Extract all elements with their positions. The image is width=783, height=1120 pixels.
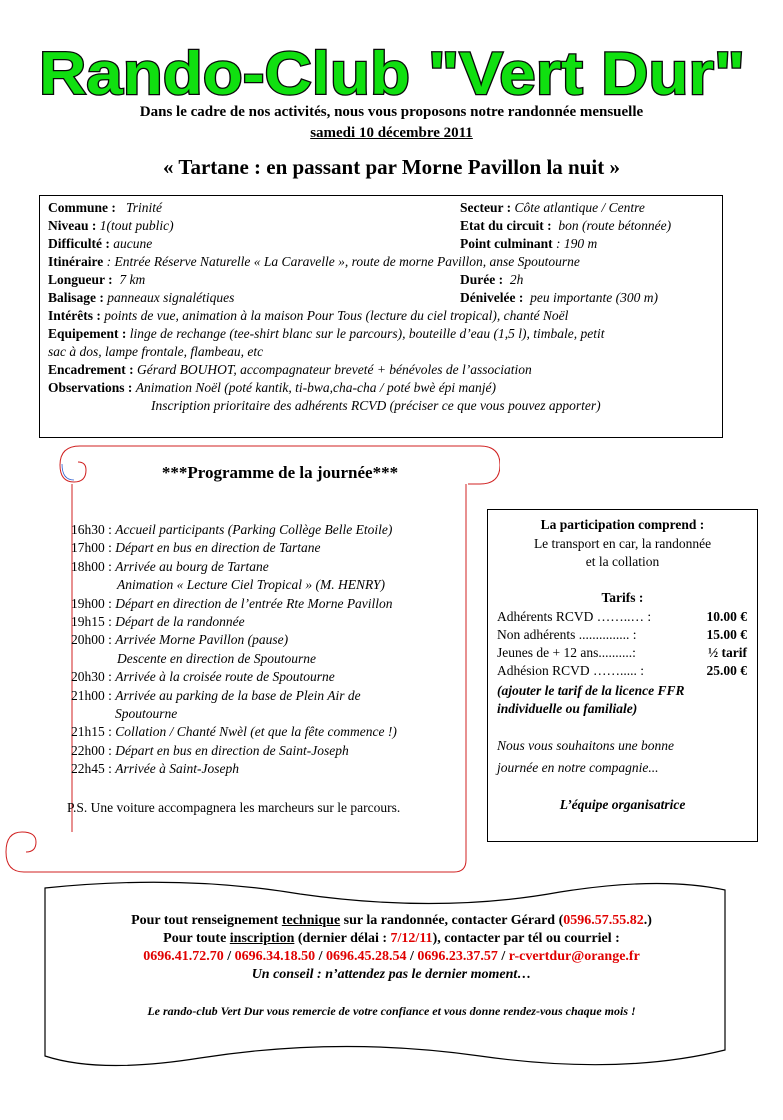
- contact-email: r-cvertdur@orange.fr: [508, 949, 640, 964]
- denivelee-value: peu importante (300 m): [530, 290, 658, 305]
- schedule-item: [71, 576, 397, 594]
- footer-line-2: [0, 930, 783, 948]
- interets-label: Intérêts :: [48, 308, 101, 323]
- schedule-text: Animation « Lecture Ciel Tropical » (M. HENRY): [117, 577, 385, 593]
- schedule-sep: :: [104, 724, 116, 740]
- commune-value: Trinité: [126, 200, 163, 215]
- sep-1: /: [223, 949, 235, 964]
- phone-1: 0696.41.72.70: [143, 949, 224, 964]
- schedule-sep: :: [104, 522, 116, 537]
- tarif-value: ½ tarif: [708, 645, 747, 660]
- etat-row: [460, 217, 671, 235]
- banner-title-art: [32, 44, 752, 102]
- schedule-sep: :: [104, 742, 116, 758]
- observations-row: [48, 379, 496, 397]
- schedule-text: Arrivée au parking de la base de Plein Air de: [115, 687, 361, 703]
- longueur-row: [48, 271, 145, 289]
- longueur-value: 7 km: [119, 272, 146, 287]
- intro-line: Dans le cadre de nos activités, nous vous proposons notre randonnée mensuelle: [139, 104, 644, 120]
- schedule-text: Accueil participants (Parking Collège Belle Etoile): [115, 522, 393, 537]
- wish-line-2: journée en notre compagnie...: [497, 760, 659, 775]
- schedule-time: 17h00: [71, 540, 105, 556]
- footer-l2-c: (dernier délai :: [294, 931, 391, 946]
- difficulte-value: aucune: [113, 236, 153, 251]
- schedule-text: Départ de la randonnée: [115, 613, 245, 629]
- signature: L’équipe organisatrice: [559, 797, 686, 812]
- ffr-note-2: individuelle ou familiale): [497, 701, 638, 716]
- tarif-row: [497, 644, 747, 662]
- schedule-sep: :: [104, 761, 116, 777]
- schedule-time: 22h45: [71, 761, 105, 777]
- sep-2: /: [315, 949, 326, 964]
- footer-line-1: [0, 912, 783, 930]
- interets-value: points de vue, animation à la maison Pour Tous (lecture du ciel tropical), chanté Noël: [104, 308, 569, 323]
- equipement-value-2: sac à dos, lampe frontale, flambeau, etc: [48, 344, 264, 359]
- ffr-note-1: (ajouter le tarif de la licence FFR: [497, 683, 685, 698]
- observations-row-2: [151, 397, 601, 415]
- niveau-row: [48, 217, 174, 235]
- schedule-text: Arrivée au bourg de Tartane: [115, 558, 269, 574]
- secteur-row: [460, 199, 645, 217]
- footer-deadline: 7/12/11: [390, 931, 433, 946]
- banner-title: Rando-Club "Vert Dur": [38, 44, 745, 102]
- equipement-row: [48, 325, 605, 343]
- schedule-item: [71, 539, 397, 557]
- participation-title: La participation comprend :: [540, 517, 705, 532]
- tarif-value: 10.00 €: [706, 609, 747, 624]
- duree-row: [460, 271, 523, 289]
- schedule-time: 21h00: [71, 687, 105, 703]
- schedule-item: [71, 760, 397, 778]
- encadrement-row: [48, 361, 532, 379]
- event-date: samedi 10 décembre 2011: [310, 125, 473, 141]
- duree-label: Durée :: [460, 272, 504, 287]
- schedule-time: 20h30: [71, 669, 105, 685]
- footer-contacts: [0, 948, 783, 966]
- interets-row: [48, 307, 568, 325]
- schedule-item: [71, 742, 397, 760]
- denivelee-row: [460, 289, 658, 307]
- commune-label: Commune :: [48, 200, 116, 215]
- schedule-item: [71, 558, 397, 576]
- etat-value: bon (route bétonnée): [558, 218, 672, 233]
- schedule-text: Départ en bus en direction de Tartane: [115, 540, 321, 556]
- schedule-item: [71, 521, 397, 539]
- encadrement-value: Gérard BOUHOT, accompagnateur breveté + bénévoles de l’association: [137, 362, 532, 377]
- tarif-value: 25.00 €: [706, 663, 747, 678]
- schedule-time: 21h15: [71, 724, 105, 740]
- schedule-sep: :: [104, 595, 116, 611]
- phone-3: 0696.45.28.54: [325, 949, 407, 964]
- tarif-row: [497, 608, 747, 626]
- tarif-row: [497, 626, 747, 644]
- niveau-value: 1(tout public): [99, 218, 174, 233]
- sep-3: /: [406, 949, 418, 964]
- footer-l1-c: sur la randonnée, contacter Gérard (: [340, 913, 564, 928]
- schedule-time: 22h00: [71, 742, 105, 758]
- observations-value: Animation Noël (poté kantik, ti-bwa,cha-cha / poté bwè épi manjé): [135, 380, 497, 395]
- phone-2: 0696.34.18.50: [234, 949, 316, 964]
- schedule-item: [71, 705, 397, 723]
- tarif-row: [497, 662, 747, 680]
- programme-ps: P.S. Une voiture accompagnera les marcheurs sur le parcours.: [67, 800, 401, 815]
- schedule-item: [71, 687, 397, 705]
- wish-line-1: Nous vous souhaitons une bonne: [497, 738, 674, 753]
- info-box: [39, 195, 723, 438]
- point-label: Point culminant: [460, 236, 553, 251]
- participation-line-1: Le transport en car, la randonnée: [533, 536, 712, 551]
- duree-value: 2h: [509, 272, 524, 287]
- schedule-text: Spoutourne: [115, 705, 178, 721]
- equipement-label: Equipement :: [48, 326, 127, 341]
- longueur-label: Longueur :: [48, 272, 113, 287]
- schedule-sep: :: [104, 558, 116, 574]
- schedule-item: [71, 650, 397, 668]
- tarif-label: Adhésion RCVD ……..... :: [497, 663, 645, 678]
- schedule-time: 19h00: [71, 595, 105, 611]
- denivelee-label: Dénivelée :: [460, 290, 524, 305]
- schedule-sep: :: [104, 687, 116, 703]
- encadrement-label: Encadrement :: [48, 362, 134, 377]
- tarif-label: Adhérents RCVD ……..… :: [497, 609, 652, 624]
- schedule-item: [71, 723, 397, 741]
- observations-value-2: Inscription prioritaire des adhérents RCVD (préciser ce que vous pouvez apporter): [151, 398, 601, 413]
- programme-title: ***Programme de la journée***: [161, 463, 399, 482]
- schedule-text: Départ en direction de l’entrée Rte Morne Pavillon: [115, 595, 393, 611]
- tarifs-box: [487, 509, 758, 842]
- observations-label: Observations :: [48, 380, 133, 395]
- etat-label: Etat du circuit :: [460, 218, 552, 233]
- schedule-sep: :: [104, 669, 116, 685]
- tarif-label: Non adhérents ............... :: [497, 627, 637, 642]
- schedule-sep: :: [104, 613, 116, 629]
- footer-l2-d: ), contacter par tél ou courriel :: [432, 931, 620, 946]
- sep-4: /: [497, 949, 509, 964]
- schedule-item: [71, 631, 397, 649]
- equipement-row-2: [48, 343, 263, 361]
- schedule-text: Arrivée Morne Pavillon (pause): [115, 632, 289, 648]
- footer-thanks: Le rando-club Vert Dur vous remercie de votre confiance et vous donne rendez-vous chaque mois !: [147, 1004, 636, 1018]
- point-row: [460, 235, 597, 253]
- niveau-label: Niveau :: [48, 218, 97, 233]
- balisage-row: [48, 289, 234, 307]
- itineraire-value: : Entrée Réserve Naturelle « La Caravelle », route de morne Pavillon, anse Spoutourne: [106, 254, 580, 269]
- schedule-time: 19h15: [71, 613, 105, 629]
- tarif-label: Jeunes de + 12 ans..........:: [497, 645, 636, 660]
- secteur-value: Côte atlantique / Centre: [514, 200, 645, 215]
- footer-l1-b: technique: [281, 913, 341, 928]
- balisage-label: Balisage :: [48, 290, 104, 305]
- footer-phone-gerard: 0596.57.55.82: [563, 913, 644, 928]
- difficulte-label: Difficulté :: [48, 236, 110, 251]
- phone-4: 0696.23.37.57: [417, 949, 498, 964]
- point-value: : 190 m: [556, 236, 598, 251]
- footer-advice: Un conseil : n’attendez pas le dernier moment…: [251, 967, 532, 982]
- secteur-label: Secteur :: [460, 200, 512, 215]
- schedule-text: Arrivée à Saint-Joseph: [115, 761, 239, 777]
- commune-row: [48, 199, 162, 217]
- page-title: « Tartane : en passant par Morne Pavillon la nuit »: [163, 155, 620, 179]
- schedule-time: 20h00: [71, 632, 105, 648]
- balisage-value: panneaux signalétiques: [107, 290, 235, 305]
- schedule-time: 16h30: [71, 522, 105, 537]
- schedule-sep: :: [104, 540, 116, 556]
- schedule-text: Collation / Chanté Nwèl (et que la fête commence !): [115, 724, 397, 740]
- schedule-text: Arrivée à la croisée route de Spoutourne: [115, 669, 335, 685]
- schedule-text: Descente en direction de Spoutourne: [117, 650, 316, 666]
- participation-line-2: et la collation: [585, 554, 660, 569]
- schedule-time: 18h00: [71, 558, 105, 574]
- schedule-item: [71, 668, 397, 686]
- schedule-item: [71, 613, 397, 631]
- footer-l1-d: .): [643, 913, 652, 928]
- tarifs-title: Tarifs :: [601, 590, 644, 605]
- schedule-sep: :: [104, 632, 116, 648]
- itineraire-row: [48, 253, 580, 271]
- schedule-item: [71, 595, 397, 613]
- club-banner: [0, 44, 783, 102]
- programme-list: [71, 521, 397, 778]
- footer-l2-a: Pour toute: [163, 931, 230, 946]
- footer-l1-a: Pour tout renseignement: [131, 913, 282, 928]
- difficulte-row: [48, 235, 152, 253]
- itineraire-label: Itinéraire: [48, 254, 104, 269]
- schedule-text: Départ en bus en direction de Saint-Joseph: [115, 742, 349, 758]
- equipement-value: linge de rechange (tee-shirt blanc sur le parcours), bouteille d’eau (1,5 l), timbale, petit: [129, 326, 605, 341]
- tarif-value: 15.00 €: [706, 627, 747, 642]
- footer-l2-b: inscription: [229, 931, 295, 946]
